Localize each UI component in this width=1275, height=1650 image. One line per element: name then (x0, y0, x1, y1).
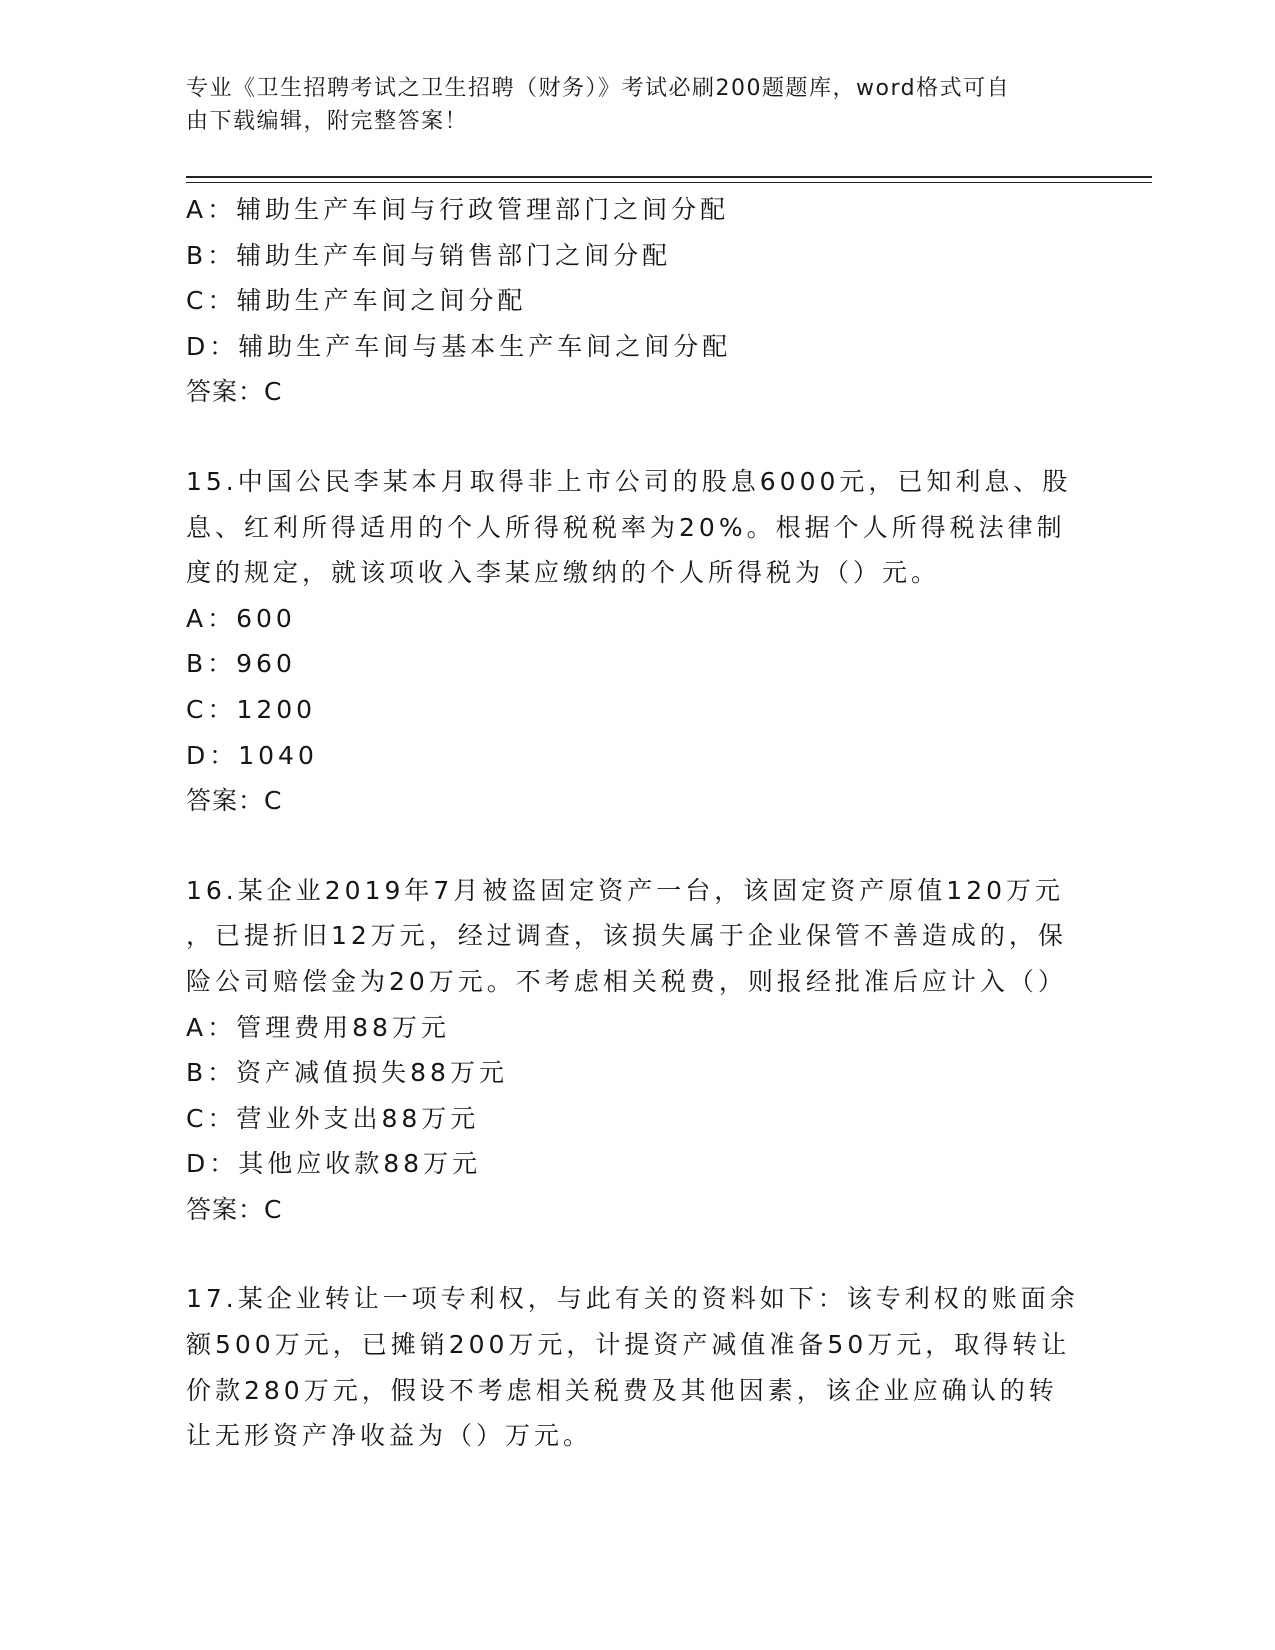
answer: 答案：C (186, 786, 283, 816)
question-text-line: 度的规定，就该项收入李某应缴纳的个人所得税为（）元。 (186, 558, 941, 588)
option-a: A：辅助生产车间与行政管理部门之间分配 (186, 195, 730, 224)
answer: 答案：C (186, 1194, 283, 1224)
question-text-line: 息、红利所得适用的个人所得税税率为20%。根据个人所得税法律制 (186, 512, 1066, 542)
answer: 答案：C (186, 377, 283, 407)
question-15 (186, 459, 1086, 824)
document-body (186, 187, 1086, 1459)
option-c: C：营业外支出88万元 (186, 1103, 480, 1133)
option-b: B：资产减值损失88万元 (186, 1058, 508, 1088)
question-text-line: 16.某企业2019年7月被盗固定资产一台，该固定资产原值120万元 (186, 875, 1065, 905)
question-text-line: 17.某企业转让一项专利权，与此有关的资料如下：该专利权的账面余 (186, 1284, 1079, 1314)
question-14-continued (186, 187, 1086, 415)
header-rule-bottom (186, 182, 1152, 183)
header-rule-top (186, 176, 1152, 178)
option-a: A：600 (186, 603, 296, 633)
question-text-line: 15.中国公民李某本月取得非上市公司的股息6000元，已知利息、股 (186, 466, 1072, 496)
option-a: A：管理费用88万元 (186, 1012, 450, 1042)
header-line-1: 专业《卫生招聘考试之卫生招聘（财务）》考试必刷200题题库，word格式可自 (186, 76, 1011, 101)
spacer (186, 824, 1086, 868)
document-header (186, 72, 1066, 138)
question-text-line: 让无形资产净收益为（）万元。 (186, 1421, 593, 1451)
option-c: C：1200 (186, 694, 317, 724)
header-line-2: 由下载编辑，附完整答案！ (186, 109, 469, 134)
question-text-line: 额500万元，已摊销200万元，计提资产减值准备50万元，取得转让 (186, 1330, 1071, 1360)
option-d: D：其他应收款88万元 (186, 1149, 482, 1179)
question-text-line: ，已提折旧12万元，经过调查，该损失属于企业保管不善造成的，保 (186, 921, 1067, 951)
spacer (186, 415, 1086, 459)
question-text-line: 价款280万元，假设不考虑相关税费及其他因素，该企业应确认的转 (186, 1375, 1058, 1405)
option-d: D：1040 (186, 740, 318, 770)
option-b: B：960 (186, 649, 296, 679)
question-16 (186, 868, 1086, 1233)
option-c: C：辅助生产车间之间分配 (186, 286, 527, 316)
question-text-line: 险公司赔偿金为20万元。不考虑相关税费，则报经批准后应计入（） (186, 966, 1067, 996)
option-b: B：辅助生产车间与销售部门之间分配 (186, 240, 672, 270)
question-17 (186, 1276, 1086, 1458)
option-d: D：辅助生产车间与基本生产车间之间分配 (186, 331, 732, 361)
spacer (186, 1232, 1086, 1276)
